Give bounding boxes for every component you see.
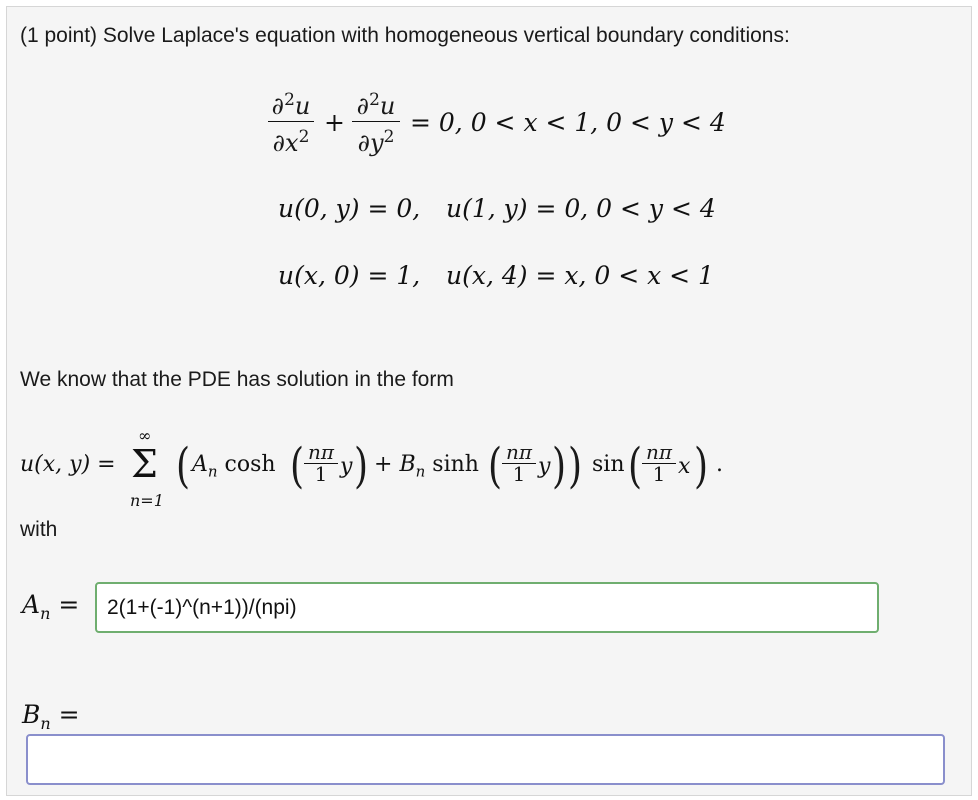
with-text: with [20,518,58,541]
an-label: $A_n$ = [22,590,80,623]
solution-form-text: We know that the PDE has solution in the form [20,368,454,391]
bn-answer-input[interactable] [26,734,945,785]
bc-horizontal-left: u(x, 0) = 1, [278,261,421,290]
pde-rhs: = 0, 0 < x < 1, 0 < y < 4 [410,108,726,137]
an-answer-value: 2(1+(-1)^(n+1))/(npi) [107,595,297,619]
pde-term-x: ∂$^2$u $\partial x^2$ [268,86,314,157]
pde-plus: + [324,108,345,137]
bc-vertical-left: u(0, y) = 0, [278,194,421,223]
problem-intro: (1 point) Solve Laplace's equation with homogeneous vertical boundary conditions: [20,24,790,47]
pde-term-y: ∂$^2$u $\partial y^2$ [352,86,400,157]
bc-horizontal-right: u(x, 4) = x, 0 < x < 1 [446,261,714,290]
bc-vertical-right: u(1, y) = 0, 0 < y < 4 [446,194,716,223]
bn-label: $B_n$ = [22,700,80,733]
an-answer-input[interactable] [95,582,879,633]
